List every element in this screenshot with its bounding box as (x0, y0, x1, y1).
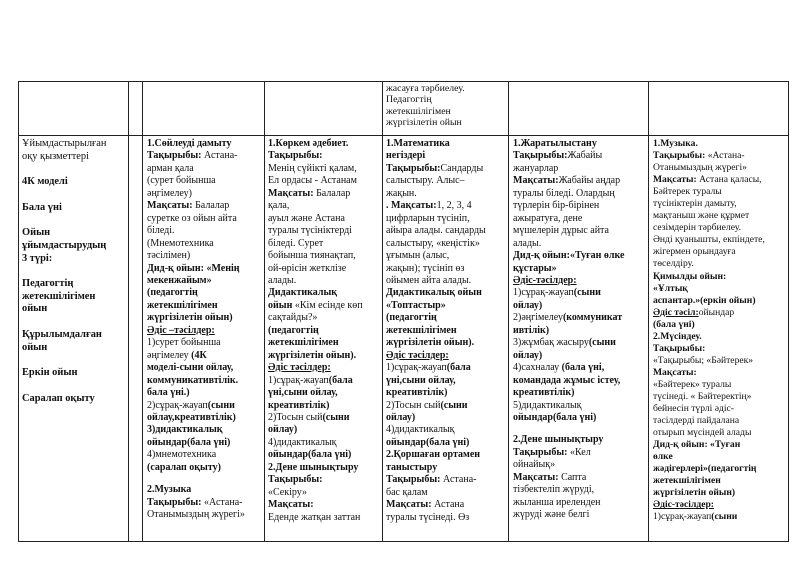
text-line: ойнайық» (513, 459, 556, 471)
text-line: оқу қызметтері (22, 150, 89, 162)
text-line: жақын. (386, 187, 417, 199)
text-line: Бала үні (22, 201, 62, 213)
text-line: 1.Көркем әдебиет. (268, 138, 349, 149)
text-line: (сурет бойынша (147, 175, 216, 187)
text-line: командада жұмыс істеу, (513, 374, 621, 386)
text-line: жақын); түсініп өз (386, 262, 465, 274)
text-line: Дид-қ ойын: «Туған (653, 439, 741, 451)
text-line: Мақсаты: (653, 366, 697, 378)
text-line: 1.Музыка. (653, 138, 698, 149)
text-line: бас қалам (386, 486, 428, 498)
text-line: креативтілік) (513, 387, 575, 399)
text-line: ұғымын (алыс, (386, 250, 450, 262)
text-line: Әдіс тәсіл:ойындар (653, 306, 735, 318)
text-line: цифрларын түсініп, (386, 212, 470, 224)
text-line: 1.Жаратылыстану (513, 138, 597, 149)
text-line: 4К моделі (22, 176, 68, 188)
text-line: арман қала (147, 162, 194, 174)
text-line: сақтайды?» (268, 312, 318, 324)
text-line: салыстыру, «кеңістік» (386, 237, 480, 249)
text-line: тізбектеліп жүруді, (513, 484, 595, 496)
text-line: ойлау) (513, 349, 543, 361)
text-line: Еденде жатқан заттан (268, 511, 361, 523)
text-line: туралы түсінеді. Өз (386, 511, 470, 523)
text-line: 4)мнемотехника (147, 449, 217, 461)
text-line: Еркін ойын (22, 367, 78, 379)
text-line: жігермен орындауға (653, 246, 736, 258)
text-line: әңгімелеу (4К (147, 349, 207, 361)
text-line: тәсілдерді пайдалана (653, 415, 740, 427)
text-line: Мақсаты: Астана қаласы, (653, 174, 762, 186)
text-line: алады. (268, 274, 297, 286)
text-line: Мақсаты: Балалар (147, 200, 230, 212)
text-line: салыстыру. Алыс– (386, 175, 465, 187)
text-line: 2.Қоршаған ортамен (386, 449, 481, 461)
text-line: ойындар(бала үні) (268, 449, 352, 461)
text-line: түрлерін бір-бірінен (513, 200, 600, 212)
text-line: 5)дидактикалық (513, 399, 582, 411)
text-line: жүргізілетін ойын (386, 116, 462, 128)
column-2-cell (268, 138, 381, 540)
text-line: Мақсаты:Жабайы аңдар (513, 175, 621, 187)
table-top-border (18, 81, 788, 82)
text-line: тәсілімен) (147, 250, 191, 262)
text-line: ой-өрісін жетклізе (268, 262, 347, 274)
text-line: Дид-қ ойын: «Менің (147, 262, 240, 274)
text-line: 1.Сөйлеуді дамыту (147, 138, 232, 149)
text-line: суретке оз ойын айта (147, 212, 237, 224)
text-line: құстары» (513, 262, 557, 274)
text-line: жетекшілігімен (386, 105, 451, 117)
text-line: 4)дидактикалық (386, 424, 455, 436)
text-line: 2.Музыка (147, 484, 192, 496)
text-line: үні,сыни ойлау, (386, 374, 456, 386)
activity-types-cell (22, 138, 126, 538)
text-line: 2)сұрақ-жауап(сыни (147, 399, 235, 411)
text-line: Әдіс тәсілдер: (386, 349, 449, 361)
text-line: моделі-сыни ойлау, (147, 362, 234, 374)
table-bottom-border (18, 541, 788, 542)
text-line: қала, (268, 200, 290, 212)
text-line: ойындар(бала үні) (147, 436, 231, 448)
text-line: мақтаныш және құрмет (653, 210, 750, 222)
text-line: үні,сыни ойлау, (268, 387, 338, 399)
text-line: Дидактикалық (268, 287, 338, 299)
column-1-cell (147, 138, 263, 540)
text-line: 1)сурет бойынша (147, 337, 221, 349)
text-line: түсініктерін дамыту, (653, 198, 737, 210)
text-line: Әдіс-тәсілдер: (653, 499, 714, 511)
text-line: туралы түсініктерді (268, 225, 352, 237)
text-line: ойын (22, 341, 48, 353)
col-border-1 (128, 81, 129, 542)
text-line: ойлау) (268, 424, 298, 436)
text-line: (саралап оқыту) (147, 461, 221, 473)
text-line: 3)жұмбақ жасыру(сыни (513, 337, 616, 349)
text-line: (бала үні) (653, 318, 695, 330)
text-line: жетекшілігімен (22, 290, 96, 302)
text-line: 4)дидактикалық (268, 436, 337, 448)
text-line: 1.Математика (386, 138, 450, 149)
text-line: жасауға тәрбиелеу. (386, 83, 465, 94)
text-line: Құрылымдалған (22, 328, 102, 340)
text-line: Дид-қ ойын:«Туған өлке (513, 250, 625, 262)
text-line: ойындар(бала үні) (513, 411, 597, 423)
text-line: Дидактикалық ойын (386, 287, 482, 299)
text-line: айыра алады. сандарды (386, 225, 486, 237)
column-3-cell (386, 138, 507, 540)
text-line: Әдіс –тәсілдер: (147, 324, 215, 336)
text-line: «Топтастыр» (386, 299, 446, 311)
text-line: ойындар(бала үні) (386, 436, 470, 448)
text-line: біледі. Сурет (268, 237, 324, 249)
text-line: мүшелерін дұрыс айта (513, 225, 609, 237)
text-line: Бәйтерек туралы (653, 186, 722, 198)
text-line: Тақырыбы: Астана- (147, 150, 238, 162)
text-line: креативтілік) (386, 387, 448, 399)
text-line: (педагогтің (268, 324, 319, 336)
text-line: Саралап оқыту (22, 392, 95, 404)
text-line: бала үні.) (147, 387, 190, 399)
text-line: жетекшілігімен (147, 299, 218, 311)
text-line: ойлау) (513, 299, 543, 311)
text-line: аспантар.»(еркін ойын) (653, 294, 756, 306)
text-line: Ойын (22, 227, 51, 239)
col-border-4 (382, 81, 383, 542)
text-line: 3)дидактикалық (147, 424, 223, 436)
text-line: «Бәйтерек» туралы (653, 378, 732, 390)
text-line: Тақырыбы: (268, 474, 323, 486)
text-line: ажыратуға, дене (513, 212, 583, 224)
text-line: төселдіру. (653, 258, 694, 270)
text-line: Педагогтің (386, 94, 432, 106)
text-line: өлке (653, 451, 673, 463)
text-line: Отанымыздың жүрегі» (653, 162, 747, 174)
text-line: жүргізілетін ойын). (386, 337, 475, 349)
text-line: Мақсаты: Балалар (268, 187, 351, 199)
column-4-cell (513, 138, 647, 540)
text-line: әңгімелеу) (147, 187, 192, 199)
text-line: Қимылды ойын: (653, 270, 727, 282)
text-line: Мақсаты: Сапта (513, 471, 587, 483)
text-line: 2.Дене шынықтыру (268, 461, 359, 473)
text-line: «Ұлтық (653, 282, 688, 294)
text-line: бойынша тиянақтап, (268, 250, 356, 262)
col-border-0 (18, 81, 19, 542)
text-line: коммуникативтілік. (147, 374, 239, 386)
top-row-col4-cell (386, 83, 506, 135)
text-line: Отанымыздың жүрегі» (147, 509, 245, 521)
text-line: 1)сұрақ-жауап(сыни (653, 511, 738, 523)
col-border-3 (264, 81, 265, 542)
text-line: ойлау) (386, 411, 416, 423)
text-line: ауыл және Астана (268, 212, 345, 224)
text-line: Әдіс тәсілдер: (268, 362, 331, 374)
text-line: 2.Дене шынықтыру (513, 434, 604, 446)
text-line: Менің сүйікті қалам, (268, 162, 357, 174)
column-5-cell (653, 138, 787, 540)
text-line: отырып мүсіндей алады (653, 427, 752, 439)
col-border-6 (648, 81, 649, 542)
text-line: Тақырыбы: (653, 342, 706, 354)
text-line: Әнді қуанышты, екпіндете, (653, 234, 765, 246)
text-line: 2)Тосын сый(сыни (268, 411, 350, 423)
text-line: Мақсаты: (268, 499, 314, 511)
text-line: Тақырыбы: «Астана- (653, 150, 745, 162)
text-line: 2)әңгімелеу(коммуникат (513, 312, 623, 324)
col-border-7 (788, 81, 789, 542)
text-line: сезімдерін тәрбиелеу. (653, 222, 741, 234)
text-line: Ұйымдастырылған (22, 138, 107, 149)
text-line: жануарлар (513, 162, 559, 174)
text-line: Тақырыбы: (268, 150, 323, 162)
text-line: (педагогтің (386, 312, 437, 324)
text-line: мекенжайым» (147, 274, 212, 286)
text-line: 3 түрі: (22, 252, 53, 264)
text-line: жыланша иреленден (513, 496, 601, 508)
text-line: 1)сұрақ-жауап(бала (386, 362, 471, 374)
text-line: жәдігерлері»(педагогтің (653, 463, 757, 475)
text-line: Мақсаты: Астана (386, 499, 465, 511)
text-line: ұйымдастырудың (22, 239, 107, 251)
text-line: туралы біледі. Олардың (513, 187, 615, 199)
text-line: Тақырыбы:Жабайы (513, 150, 603, 162)
text-line: ивтілік) (513, 324, 550, 336)
text-line: «Секіру» (268, 486, 307, 498)
text-line: . Мақсаты:1, 2, 3, 4 (386, 200, 472, 212)
text-line: жүруді және белгі (513, 509, 590, 521)
text-line: ойымен айта алады. (386, 274, 472, 286)
text-line: Тақырыбы: «Астана- (147, 496, 243, 508)
text-line: жүргізілетін ойын) (653, 487, 736, 499)
text-line: Ел ордасы - Астанам (268, 175, 357, 187)
text-line: жүргізілетін ойын) (147, 312, 233, 324)
text-line: Тақырыбы: «Кел (513, 446, 591, 458)
text-line: 4)сахналау (бала үні, (513, 362, 605, 374)
text-line: Педагогтің (22, 278, 74, 290)
text-line: Тақырыбы:Сандарды (386, 162, 484, 174)
text-line: (педагогтің (147, 287, 198, 299)
row-divider (18, 135, 788, 136)
text-line: 1)сұрақ-жауап(бала (268, 374, 353, 386)
text-line: Әдіс-тәсілдер: (513, 274, 577, 286)
text-line: 2.Мүсіндеу. (653, 330, 702, 342)
text-line: таныстыру (386, 461, 438, 473)
text-line: жүргізілетін ойын). (268, 349, 357, 361)
text-line: жетекшілігімен (386, 324, 457, 336)
text-line: ойын (22, 303, 48, 315)
text-line: жетекшілігімен (653, 475, 721, 487)
text-line: ойын «Кім есінде көп (268, 299, 363, 311)
text-line: Тақырыбы: Астана- (386, 474, 477, 486)
text-line: түсінеді. « Бәйтеректің» (653, 390, 752, 402)
text-line: алады. (513, 237, 542, 249)
text-line: 2)Тосын сый(сыни (386, 399, 468, 411)
col-border-2 (142, 81, 143, 542)
text-line: ойлау,креативтілік) (147, 411, 236, 423)
col-border-5 (508, 81, 509, 542)
text-line: бейнесін түрлі әдіс- (653, 403, 735, 415)
text-line: 1)сұрақ-жауап(сыни (513, 287, 601, 299)
text-line: «Тақырыбы; «Бәйтерек» (653, 354, 754, 366)
text-line: негіздері (386, 150, 426, 162)
text-line: (Мнемотехника (147, 237, 214, 249)
text-line: жетекшілігімен (268, 337, 339, 349)
text-line: біледі. (147, 225, 175, 237)
text-line: креативтілік) (268, 399, 330, 411)
